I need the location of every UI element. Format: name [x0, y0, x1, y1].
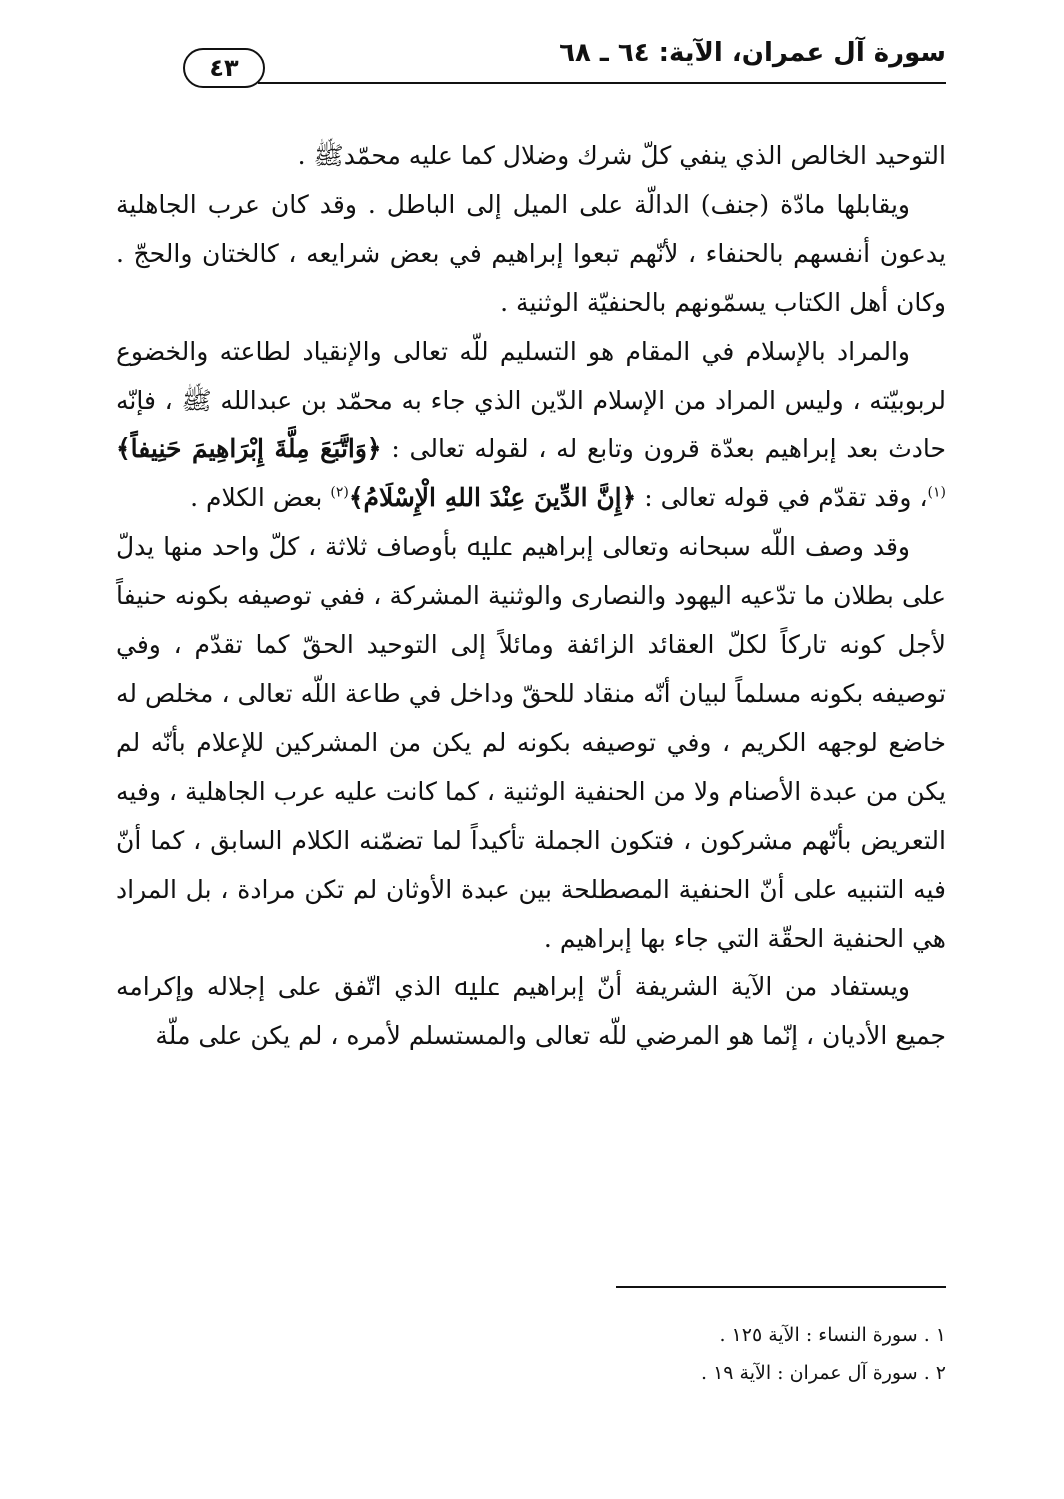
- body-text: [116, 132, 946, 1061]
- page-number-badge: ٤٣: [183, 48, 265, 88]
- footnote-separator: [616, 1286, 946, 1288]
- paragraph-3-text-b: ، وقد تقدّم في قوله تعالى :: [636, 483, 928, 513]
- footnotes: [116, 1316, 946, 1392]
- footnote-2: ٢ . سورة آل عمران : الآية ١٩ .: [700, 1362, 946, 1384]
- paragraph-4: وقد وصف اللّه سبحانه وتعالى إبراهيم ﷷ بأوصاف ثلاثة ، كلّ واحد منها يدلّ على بطلان ما تدّعيه اليهود والنصارى والوثنية المشركة ، ففي توصيفه بكونه حنيفاً لأجل كونه تاركاً لكلّ العقائد الزائفة ومائلاً إلى التوحيد الحقّ كما تقدّم ، وفي توصيفه بكونه مسلماً لبيان أنّه منقاد للحقّ وداخل في طاعة اللّه تعالى ، مخلص له خاضع لوجهه الكريم ، وفي توصيفه بكونه لم يكن من المشركين للإعلام بأنّه لم يكن من عبدة الأصنام ولا من الحنفية الوثنية ، كما كانت عليه عرب الجاهلية ، وفيه التعريض بأنّهم مشركون ، فتكون الجملة تأكيداً لما تضمّنه الكلام السابق ، كما أنّ فيه التنبيه على أنّ الحنفية المصطلحة بين عبدة الأوثان لم تكن مرادة ، بل المراد هي الحنفية الحقّة التي جاء بها إبراهيم .: [116, 532, 946, 953]
- footnote-1: ١ . سورة النساء : الآية ١٢٥ .: [719, 1324, 946, 1346]
- paragraph-2: ويقابلها مادّة (جنف) الدالّة على الميل إلى الباطل . وقد كان عرب الجاهلية يدعون أنفسهم بالحنفاء ، لأنّهم تبعوا إبراهيم في بعض شرايعه ، كالختان والحجّ . وكان أهل الكتاب يسمّونهم بالحنفيّة الوثنية .: [116, 189, 946, 317]
- header-rule: [258, 82, 946, 84]
- running-title: سورة آل عمران، الآية: ٦٤ ـ ٦٨: [559, 38, 946, 68]
- paragraph-3-text-a: والمراد بالإسلام في المقام هو التسليم للّه تعالى والإنقياد لطاعته والخضوع لربوبيّته ، وليس المراد من الإسلام الدّين الذي جاء به محمّد بن عبدالله ﷺ ، فإنّه حادث بعد إبراهيم بعدّة قرون وتابع له ، لقوله تعالى :: [116, 336, 946, 464]
- paragraph-3: [116, 328, 946, 524]
- quran-verse-2: ﴿إِنَّ الدِّينَ عِنْدَ اللهِ الْإِسْلَامُ﴾: [348, 483, 637, 513]
- footnote-ref-2[interactable]: (٢): [330, 485, 349, 502]
- paragraph-1: التوحيد الخالص الذي ينفي كلّ شرك وضلال كما عليه محمّدﷺ .: [297, 141, 946, 170]
- paragraph-3-text-c: بعض الكلام .: [190, 483, 331, 513]
- footnote-ref-1[interactable]: (١): [927, 485, 946, 502]
- paragraph-5: ويستفاد من الآية الشريفة أنّ إبراهيم ﷷ الذي اتّفق على إجلاله وإكرامه جميع الأديان ، إنّما هو المرضي للّه تعالى والمستسلم لأمره ، لم يكن على ملّة: [116, 972, 946, 1051]
- quran-verse-1: ﴿وَاتَّبَعَ مِلَّةَ إِبْرَاهِيمَ حَنِيفاً﴾: [116, 434, 382, 464]
